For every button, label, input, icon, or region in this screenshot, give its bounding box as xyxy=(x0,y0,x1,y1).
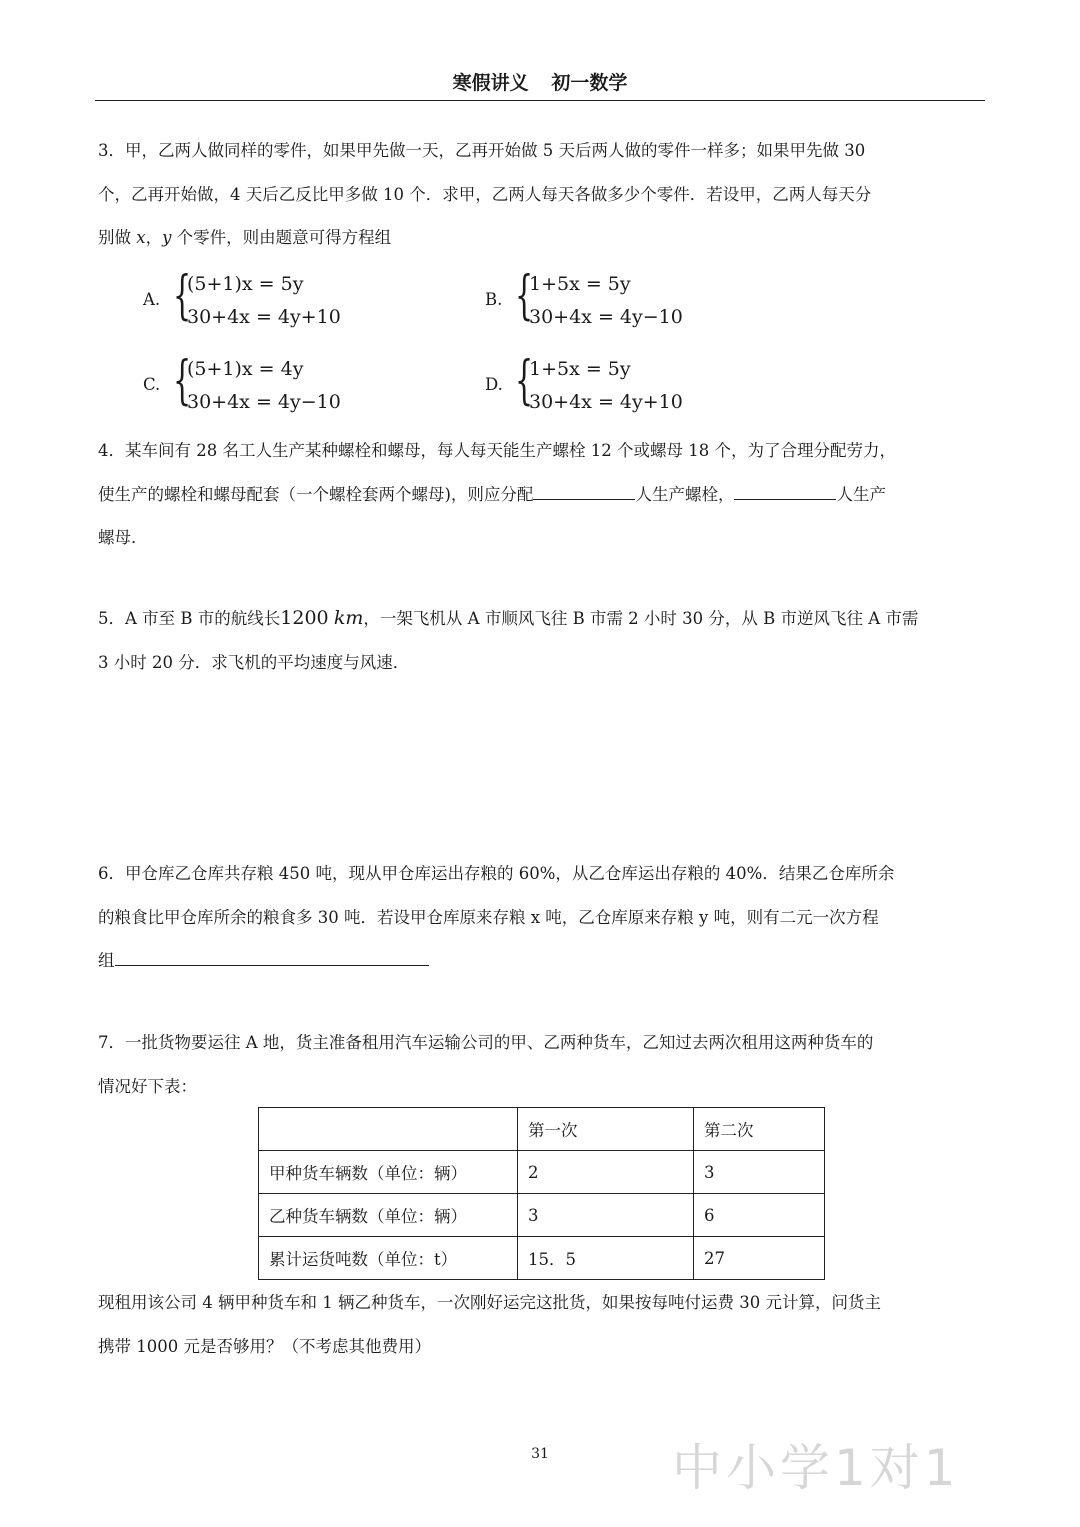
q4-line3: 螺母． xyxy=(98,528,148,547)
table-cell: 3 xyxy=(518,1194,694,1237)
question-3 xyxy=(98,129,986,260)
brace-icon: { xyxy=(515,266,534,326)
option-label: D. xyxy=(485,375,503,394)
q6-line1: 6．甲仓库乙仓库共存粮 450 吨，现从甲仓库运出存粮的 60%，从乙仓库运出存粮的 40%．结果乙仓库所余 xyxy=(98,864,895,883)
q4-line2: 使生产的螺栓和螺母配套（一个螺栓套两个螺母)，则应分配 人生产螺栓， 人生产 xyxy=(98,473,986,517)
answer-blank-bolts[interactable] xyxy=(533,479,635,500)
page-number: 31 xyxy=(531,1446,549,1462)
brace-icon: { xyxy=(173,266,192,326)
equation-2: 30+4x = 4y+10 xyxy=(187,306,341,328)
equation-1: (5+1)x = 4y xyxy=(187,358,304,380)
option-label: A. xyxy=(143,290,161,309)
q7-after-line1: 现租用该公司 4 辆甲种货车和 1 辆乙种货车，一次刚好运完这批货，如果按每吨付运费 30 元计算，问货主 xyxy=(98,1293,881,1312)
table-row xyxy=(259,1151,825,1194)
equation-system xyxy=(515,268,683,334)
watermark: 中小学1对1 xyxy=(672,1439,960,1497)
table-cell: 27 xyxy=(694,1237,825,1280)
answer-blank-nuts[interactable] xyxy=(734,479,836,500)
table-header-cell: 第二次 xyxy=(694,1108,825,1151)
equation-system xyxy=(173,268,341,334)
q3-line1: 3．甲，乙两人做同样的零件，如果甲先做一天，乙再开始做 5 天后两人做的零件一样多；如果甲先做 30 xyxy=(98,141,866,160)
q5-line2: 3 小时 20 分．求飞机的平均速度与风速． xyxy=(98,652,410,672)
question-5 xyxy=(98,597,986,684)
question-7 xyxy=(98,1021,986,1108)
question-6 xyxy=(98,852,986,983)
equation-system xyxy=(173,353,341,419)
option-label: B. xyxy=(485,290,503,309)
q4-line1: 4．某车间有 28 名工人生产某种螺栓和螺母，每人每天能生产螺栓 12 个或螺母 18 个，为了合理分配劳力， xyxy=(98,441,896,460)
option-label: C. xyxy=(143,375,161,394)
question-4 xyxy=(98,429,986,560)
freight-table xyxy=(258,1107,825,1280)
q6-line3: 组 xyxy=(98,939,986,983)
table-cell: 3 xyxy=(694,1151,825,1194)
table-header-cell xyxy=(259,1108,518,1151)
equation-2: 30+4x = 4y−10 xyxy=(187,391,341,413)
header-rule xyxy=(95,100,985,101)
table-cell: 累计运货吨数（单位：t） xyxy=(259,1237,518,1280)
equation-1: (5+1)x = 5y xyxy=(187,273,304,295)
equation-system xyxy=(515,353,683,419)
equation-1: 1+5x = 5y xyxy=(529,273,631,295)
table-cell: 6 xyxy=(694,1194,825,1237)
table-cell: 2 xyxy=(518,1151,694,1194)
q6-line2: 的粮食比甲仓库所余的粮食多 30 吨．若设甲仓库原来存粮 x 吨，乙仓库原来存粮 y 吨，则有二元一次方程 xyxy=(98,907,879,927)
brace-icon: { xyxy=(173,351,192,411)
q3-line2: 个，乙再开始做，4 天后乙反比甲多做 10 个．求甲，乙两人每天各做多少个零件．若设甲，乙两人每天分 xyxy=(98,184,872,204)
q5-line1: 5．A 市至 B 市的航线长1200 km，一架飞机从 A 市顺风飞往 B 市需 2 小时 30 分，从 B 市逆风飞往 A 市需 xyxy=(98,607,919,629)
q7-line2: 情况好下表： xyxy=(98,1076,197,1096)
table-row xyxy=(259,1194,825,1237)
table-row xyxy=(259,1237,825,1280)
equation-1: 1+5x = 5y xyxy=(529,358,631,380)
table-cell: 甲种货车辆数（单位：辆） xyxy=(259,1151,518,1194)
page-header xyxy=(95,68,985,95)
q7-line1: 7．一批货物要运往 A 地，货主准备租用汽车运输公司的甲、乙两种货车，乙知过去两次租用这两种货车的 xyxy=(98,1033,874,1052)
equation-2: 30+4x = 4y+10 xyxy=(529,391,683,413)
q7-after-line2: 携带 1000 元是否够用？（不考虑其他费用） xyxy=(98,1336,431,1356)
equation-2: 30+4x = 4y−10 xyxy=(529,306,683,328)
table-header-cell: 第一次 xyxy=(518,1108,694,1151)
header-subject: 初一数学 xyxy=(551,72,628,94)
table-cell: 15．5 xyxy=(518,1237,694,1280)
table-cell: 乙种货车辆数（单位：辆） xyxy=(259,1194,518,1237)
brace-icon: { xyxy=(515,351,534,411)
header-course: 寒假讲义 xyxy=(452,72,529,94)
question-7-continued xyxy=(98,1281,986,1368)
q3-line3: 别做 x，y 个零件，则由题意可得方程组 xyxy=(98,228,392,247)
answer-blank-system[interactable] xyxy=(115,945,429,966)
table-header-row xyxy=(259,1108,825,1151)
